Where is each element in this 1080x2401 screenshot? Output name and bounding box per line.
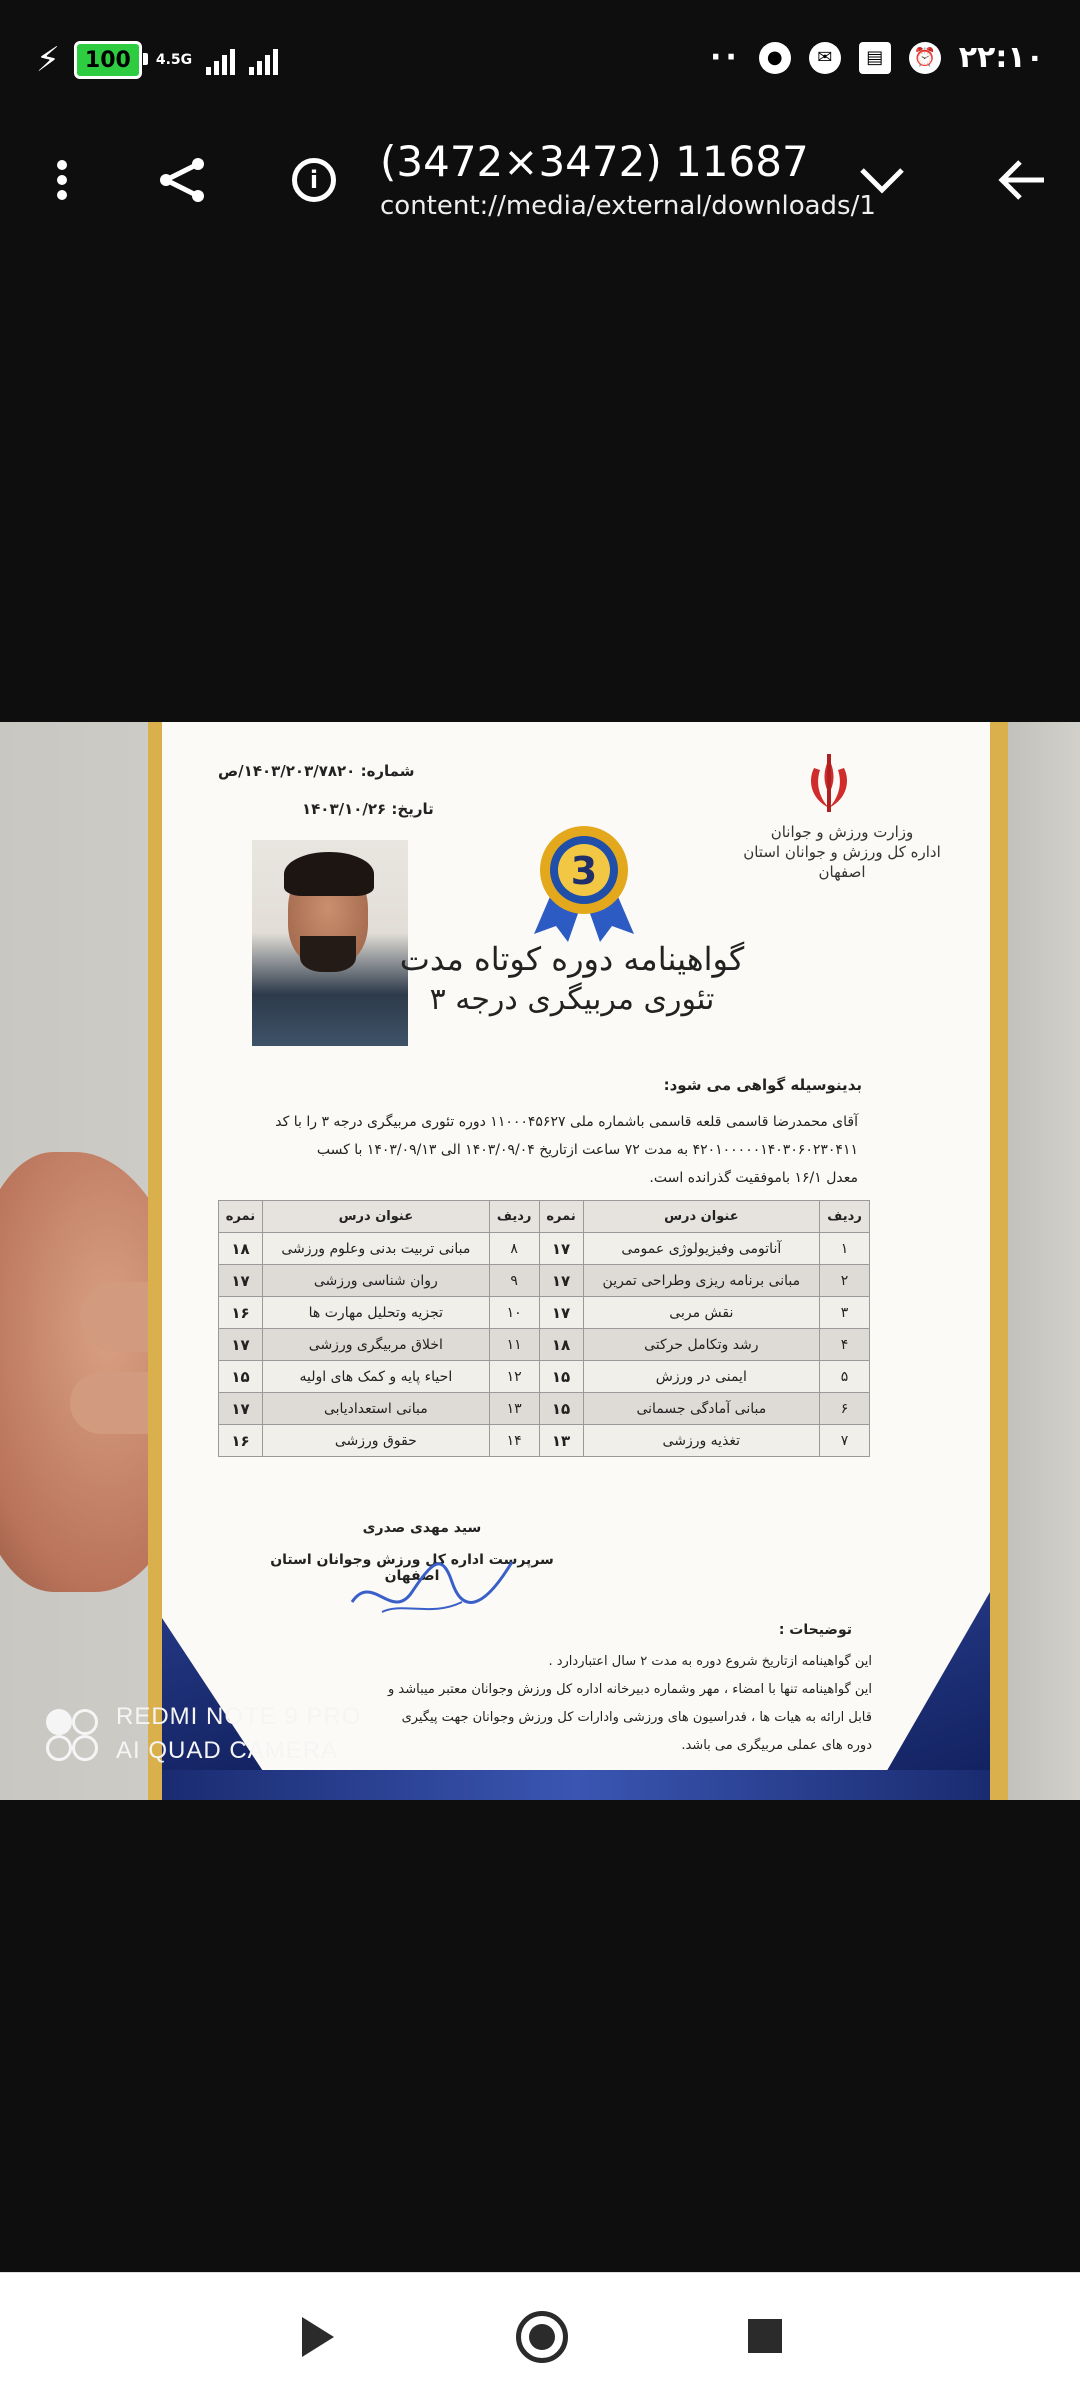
body-line: معدل ۱۶/۱ باموفقیت گذرانده است. — [649, 1170, 858, 1186]
cell-grade: ۱۷ — [539, 1297, 583, 1329]
cell-grade: ۱۷ — [219, 1265, 263, 1297]
cell-row: ۶ — [820, 1393, 870, 1425]
status-bar — [0, 0, 1080, 120]
home-circle-icon[interactable] — [516, 2311, 568, 2363]
status-right — [710, 40, 1044, 75]
camera-watermark — [44, 1700, 361, 1768]
watermark-line1: REDMI NOTE 9 PRO — [116, 1703, 362, 1730]
cell-row: ۳ — [820, 1297, 870, 1329]
more-vert-icon[interactable] — [30, 120, 94, 240]
camera-lens-icon — [44, 1707, 98, 1761]
cell-course: تغذیه ورزشی — [583, 1425, 820, 1457]
cell-grade: ۱۶ — [219, 1425, 263, 1457]
cell-row: ۲ — [820, 1265, 870, 1297]
cell-grade: ۱۵ — [539, 1393, 583, 1425]
grades-table — [218, 1200, 870, 1457]
cell-row: ۸ — [489, 1233, 539, 1265]
cell-course: رشد وتکامل حرکتی — [583, 1329, 820, 1361]
certificate-subtitle: تئوری مربیگری درجه ۳ — [429, 982, 715, 1017]
cell-course: مبانی تربیت بدنی وعلوم ورزشی — [262, 1233, 489, 1265]
ministry-title: وزارت ورزش و جوانان — [770, 823, 914, 841]
cell-course: روان شناسی ورزشی — [262, 1265, 489, 1297]
note-item: دوره های عملی مربیگری می باشد. — [681, 1738, 872, 1753]
cell-grade: ۱۸ — [219, 1233, 263, 1265]
chat-icon: ✉ — [809, 42, 841, 74]
body-line: ۴۲۰۱۰۰۰۰۰۱۴۰۳۰۶۰۲۳۰۴۱۱ به مدت ۷۲ ساعت ازتاریخ ۱۴۰۳/۰۹/۰۴ الی ۱۴۰۳/۰۹/۱۳ با کسب — [316, 1142, 858, 1158]
cell-row: ۱۰ — [489, 1297, 539, 1329]
photo-image[interactable] — [0, 722, 1080, 1800]
cell-grade: ۱۷ — [219, 1393, 263, 1425]
note-item: این گواهینامه ازتاریخ شروع دوره به مدت ۲ سال اعتباردارد . — [548, 1654, 872, 1669]
notes-list — [312, 1648, 872, 1760]
chevron-down-icon[interactable] — [850, 120, 914, 240]
intro-text: بدینوسیله گواهی می شود: — [663, 1076, 862, 1094]
certificate-body — [218, 1108, 858, 1192]
cell-grade: ۱۳ — [539, 1425, 583, 1457]
column-header-grade: نمره — [539, 1201, 583, 1233]
ministry-name — [742, 822, 942, 882]
play-icon[interactable] — [302, 2317, 334, 2357]
battery-icon: 100 — [74, 41, 142, 79]
body-line: آقای محمدرضا قاسمی قلعه قاسمی باشماره ملی ۱۱۰۰۰۴۵۶۲۷ دوره تئوری مربیگری درجه ۳ را با کد — [275, 1114, 858, 1130]
share-icon[interactable] — [150, 120, 214, 240]
table-row — [219, 1233, 870, 1265]
notification-icon: ● — [759, 42, 791, 74]
cell-grade: ۱۷ — [539, 1233, 583, 1265]
cell-course: حقوق ورزشی — [262, 1425, 489, 1457]
status-left — [36, 40, 278, 80]
cell-grade: ۱۶ — [219, 1297, 263, 1329]
signer-role: سرپرست اداره کل ورزش وجوانان استان اصفهان — [270, 1552, 554, 1584]
table-row — [219, 1297, 870, 1329]
column-header-course: عنوان درس — [583, 1201, 820, 1233]
medal-icon — [522, 822, 646, 942]
cell-grade: ۱۵ — [219, 1361, 263, 1393]
cell-row: ۷ — [820, 1425, 870, 1457]
cell-grade: ۱۷ — [539, 1265, 583, 1297]
cell-row: ۱۴ — [489, 1425, 539, 1457]
cell-grade: ۱۷ — [219, 1329, 263, 1361]
cell-row: ۱۳ — [489, 1393, 539, 1425]
table-header-row — [219, 1201, 870, 1233]
info-icon[interactable]: i — [282, 120, 346, 240]
column-header-row: ردیف — [489, 1201, 539, 1233]
cell-row: ۱ — [820, 1233, 870, 1265]
cell-row: ۵ — [820, 1361, 870, 1393]
cell-row: ۱۲ — [489, 1361, 539, 1393]
status-time: ۲۲:۱۰ — [958, 40, 1044, 75]
cell-row: ۴ — [820, 1329, 870, 1361]
column-header-row: ردیف — [820, 1201, 870, 1233]
stop-icon[interactable] — [748, 2319, 782, 2353]
cell-course: تجزیه وتحلیل مهارت ها — [262, 1297, 489, 1329]
cell-course: مبانی استعدادیابی — [262, 1393, 489, 1425]
certificate-title: گواهینامه دوره کوتاه مدت — [399, 940, 745, 978]
cell-course: ایمنی در ورزش — [583, 1361, 820, 1393]
certificate-paper — [148, 722, 1008, 1800]
decorative-border — [162, 1770, 990, 1800]
column-header-course: عنوان درس — [262, 1201, 489, 1233]
cell-course: اخلاق مربیگری ورزشی — [262, 1329, 489, 1361]
navigation-bar — [0, 2272, 1080, 2401]
more-dots-icon: ·· — [709, 40, 741, 75]
cell-row: ۱۱ — [489, 1329, 539, 1361]
file-title-block — [380, 136, 876, 224]
note-item: این گواهینامه تنها با امضاء ، مهر وشماره دبیرخانه اداره کل ورزش وجوانان معتبر میباشد و — [388, 1682, 872, 1697]
cell-grade: ۱۸ — [539, 1329, 583, 1361]
ministry-subtitle: اداره کل ورزش و جوانان استان اصفهان — [743, 843, 941, 881]
watermark-line2: AI QUAD CAMERA — [116, 1737, 339, 1764]
file-path: content://media/external/downloads/1 — [380, 191, 876, 221]
decorative-corner — [870, 1540, 990, 1800]
cell-course: مبانی برنامه ریزی وطراحی تمرین — [583, 1265, 820, 1297]
signer-name: سید مهدی صدری — [362, 1520, 482, 1536]
file-title: (3472×3472) 11687 — [380, 137, 809, 186]
cell-row: ۹ — [489, 1265, 539, 1297]
cell-course: آناتومی وفیزیولوژی عمومی — [583, 1233, 820, 1265]
cell-course: مبانی آمادگی جسمانی — [583, 1393, 820, 1425]
signal-icon — [206, 45, 235, 75]
table-row — [219, 1393, 870, 1425]
table-row — [219, 1361, 870, 1393]
note-item: قابل ارائه به هیات ها ، فدراسیون های ورزشی وادارات کل ورزش وجوانان جهت پیگیری — [401, 1710, 872, 1725]
back-arrow-icon[interactable] — [990, 120, 1054, 240]
column-header-grade: نمره — [219, 1201, 263, 1233]
table-row — [219, 1329, 870, 1361]
network-type: 4.5G — [155, 52, 193, 68]
medal-number: 3 — [570, 849, 598, 893]
cell-grade: ۱۵ — [539, 1361, 583, 1393]
table-row — [219, 1265, 870, 1297]
sim-icon: ▤ — [859, 42, 891, 74]
signal-icon — [249, 45, 278, 75]
certificate-number: شماره: ۱۴۰۳/۲۰۳/۷۸۲۰/ص — [218, 762, 415, 780]
certificate-date: تاریخ: ۱۴۰۳/۱۰/۲۶ — [302, 800, 434, 818]
app-bar — [0, 120, 1080, 240]
cell-course: نقش مربی — [583, 1297, 820, 1329]
iran-emblem-icon — [794, 750, 864, 820]
signature-image — [342, 1532, 522, 1632]
cell-course: احیاء پایه و کمک های اولیه — [262, 1361, 489, 1393]
table-row — [219, 1425, 870, 1457]
alarm-icon: ⏰ — [909, 42, 941, 74]
charging-bolt-icon: ⚡ — [36, 40, 60, 80]
notes-title: توضیحات : — [778, 1622, 852, 1638]
